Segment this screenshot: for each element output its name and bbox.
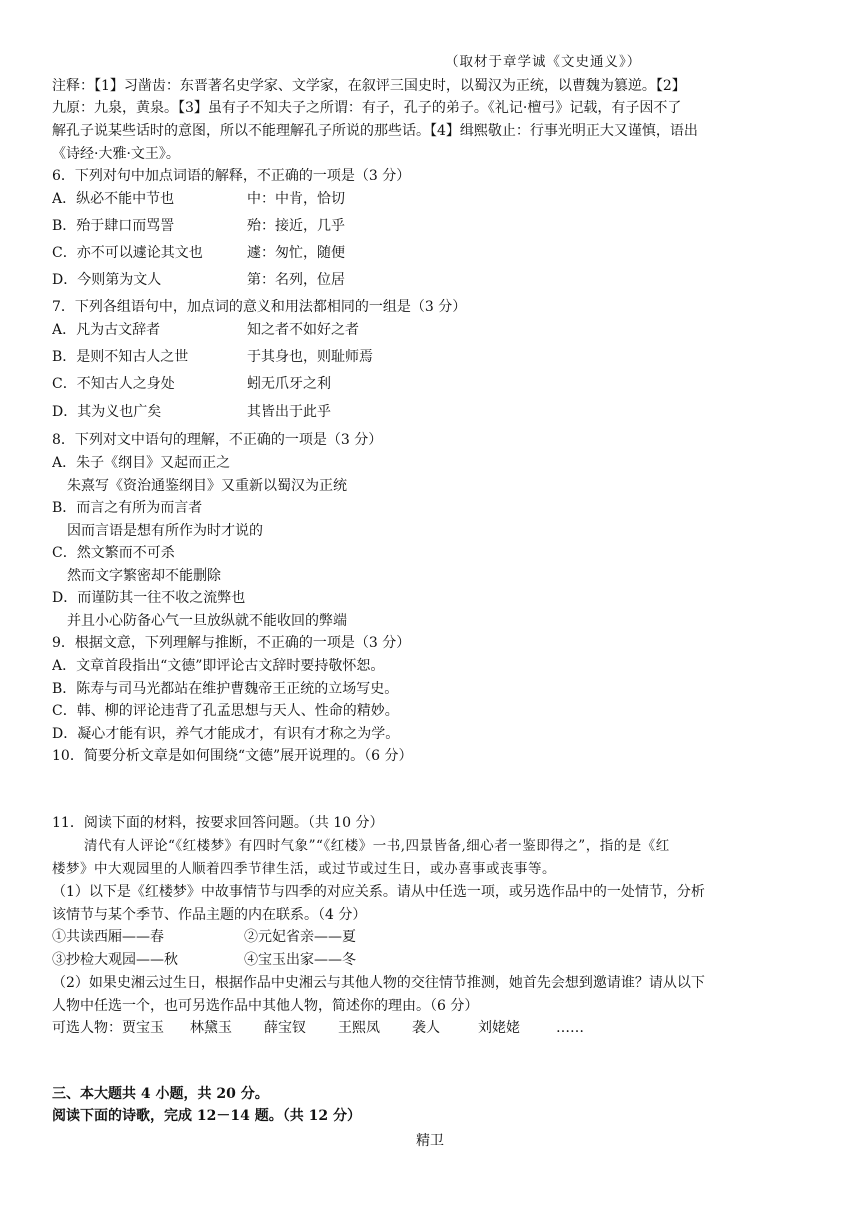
person-name: 林黛玉 <box>190 1020 232 1036</box>
person-ellipsis: …… <box>556 1020 584 1036</box>
q10-stem: 10．简要分析文章是如何围绕“文德”展开说理的。（6 分） <box>52 748 413 764</box>
q8-option-a: A．朱子《纲目》又起而正之 <box>52 455 231 471</box>
q7-option-a <box>52 320 808 340</box>
q8-option-b: B．而言之有所为而言者 <box>52 500 203 516</box>
q8-option-b-explanation: 因而言语是想有所作为时才说的 <box>67 523 263 539</box>
q11-pair-row <box>52 927 808 947</box>
q9-option-c: C．韩、柳的评论违背了孔孟思想与天人、性命的精妙。 <box>52 703 399 719</box>
option-text: D．今则第为文人 <box>52 272 162 288</box>
q7-option-b <box>52 347 808 367</box>
q7-option-c <box>52 374 808 394</box>
q7-option-d <box>52 402 808 422</box>
q8-option-c-explanation: 然而文字繁密却不能删除 <box>67 568 221 584</box>
people-label: 可选人物： <box>52 1020 122 1036</box>
option-sentence-2: 知之者不如好之者 <box>247 322 359 338</box>
option-sentence-2: 蚓无爪牙之利 <box>247 376 331 392</box>
poem-title: 精卫 <box>416 1133 444 1149</box>
option-sentence-2: 其皆出于此乎 <box>247 404 331 420</box>
option-text: B．殆于肆口而骂詈 <box>52 218 175 234</box>
q11-part1: 该情节与某个季节、作品主题的内在联系。（4 分） <box>52 907 367 923</box>
option-text: C．亦不可以遽论其文也 <box>52 245 203 261</box>
q9-stem: 9．根据文意，下列理解与推断，不正确的一项是（3 分） <box>52 635 411 651</box>
option-sentence-1: A．凡为古文辞者 <box>52 322 161 338</box>
q11-material: 清代有人评论“《红楼梦》有四时气象”“《红楼》一书,四景皆备,细心者一鉴即得之”，指的是《红 <box>84 838 670 854</box>
q9-option-b: B．陈寿与司马光都站在维护曹魏帝王正统的立场写史。 <box>52 681 399 697</box>
option-text: A．纵必不能中节也 <box>52 191 175 207</box>
person-name: 贾宝玉 <box>122 1020 164 1036</box>
q6-option-a <box>52 189 808 209</box>
q11-part1: （1）以下是《红楼梦》中故事情节与四季的对应关系。请从中任选一项，或另选作品中的一处情节，分析 <box>52 884 705 900</box>
option-explanation: 殆：接近，几乎 <box>247 218 345 234</box>
source-citation: （取材于章学诚《文史通义》） <box>445 54 642 70</box>
plot-season-pair: ①共读西厢——春 <box>52 929 164 945</box>
q9-option-a: A．文章首段指出“文德”即评论古文辞时要持敬怀恕。 <box>52 658 385 674</box>
q8-option-d-explanation: 并且小心防备心气一旦放纵就不能收回的弊端 <box>67 613 347 629</box>
person-name: 刘姥姥 <box>478 1020 520 1036</box>
q11-stem: 11．阅读下面的材料，按要求回答问题。（共 10 分） <box>52 815 384 831</box>
option-explanation: 遽：匆忙，随便 <box>247 245 345 261</box>
q6-option-c <box>52 243 808 263</box>
q8-stem: 8．下列对文中语句的理解，不正确的一项是（3 分） <box>52 432 383 448</box>
q8-option-d: D．而谨防其一往不收之流弊也 <box>52 590 246 606</box>
q6-option-d <box>52 270 808 290</box>
person-name: 袭人 <box>412 1020 440 1036</box>
plot-season-pair: ③抄检大观园——秋 <box>52 952 178 968</box>
q11-material: 楼梦》中大观园里的人顺着四季节律生活，或过节或过生日，或办喜事或丧事等。 <box>52 861 556 877</box>
option-sentence-1: C．不知古人之身处 <box>52 376 175 392</box>
option-sentence-2: 于其身也，则耻师焉 <box>247 349 373 365</box>
option-sentence-1: D．其为义也广矣 <box>52 404 162 420</box>
option-sentence-1: B．是则不知古人之世 <box>52 349 189 365</box>
q6-stem: 6．下列对句中加点词语的解释，不正确的一项是（3 分） <box>52 168 411 184</box>
q9-option-d: D．凝心才能有识，养气才能成才，有识有才称之为学。 <box>52 726 400 742</box>
notes-line: 《诗经·大雅·文王》。 <box>52 146 180 162</box>
section3-instruction: 阅读下面的诗歌，完成 12－14 题。（共 12 分） <box>52 1108 361 1124</box>
option-explanation: 第：名列，位居 <box>247 272 345 288</box>
notes-line: 九原：九泉，黄泉。【3】虽有子不知夫子之所谓：有子，孔子的弟子。《礼记·檀弓》记载，有子因不了 <box>52 100 682 116</box>
q11-part2: 人物中任选一个，也可另选作品中其他人物，简述你的理由。（6 分） <box>52 998 479 1014</box>
person-name: 王熙凤 <box>338 1020 380 1036</box>
section3-title: 三、本大题共 4 小题，共 20 分。 <box>52 1086 269 1102</box>
q11-pair-row <box>52 950 808 970</box>
q11-people-row <box>52 1018 808 1038</box>
notes-line: 解孔子说某些话时的意图，所以不能理解孔子所说的那些话。【4】缉熙敬止：行事光明正大又谨慎，语出 <box>52 123 698 139</box>
plot-season-pair: ②元妃省亲——夏 <box>244 929 356 945</box>
q7-stem: 7．下列各组语句中，加点词的意义和用法都相同的一组是（3 分） <box>52 299 467 315</box>
option-explanation: 中：中肯，恰切 <box>247 191 345 207</box>
q8-option-a-explanation: 朱熹写《资治通鉴纲目》又重新以蜀汉为正统 <box>67 478 347 494</box>
q8-option-c: C．然文繁而不可杀 <box>52 545 175 561</box>
notes-line: 注释：【1】习凿齿：东晋著名史学家、文学家，在叙评三国史时，以蜀汉为正统，以曹魏为篡逆。【2】 <box>52 78 686 94</box>
person-name: 薛宝钗 <box>264 1020 306 1036</box>
plot-season-pair: ④宝玉出家——冬 <box>244 952 356 968</box>
q6-option-b <box>52 216 808 236</box>
q11-part2: （2）如果史湘云过生日，根据作品中史湘云与其他人物的交往情节推测，她首先会想到邀请谁？请从以下 <box>52 975 705 991</box>
